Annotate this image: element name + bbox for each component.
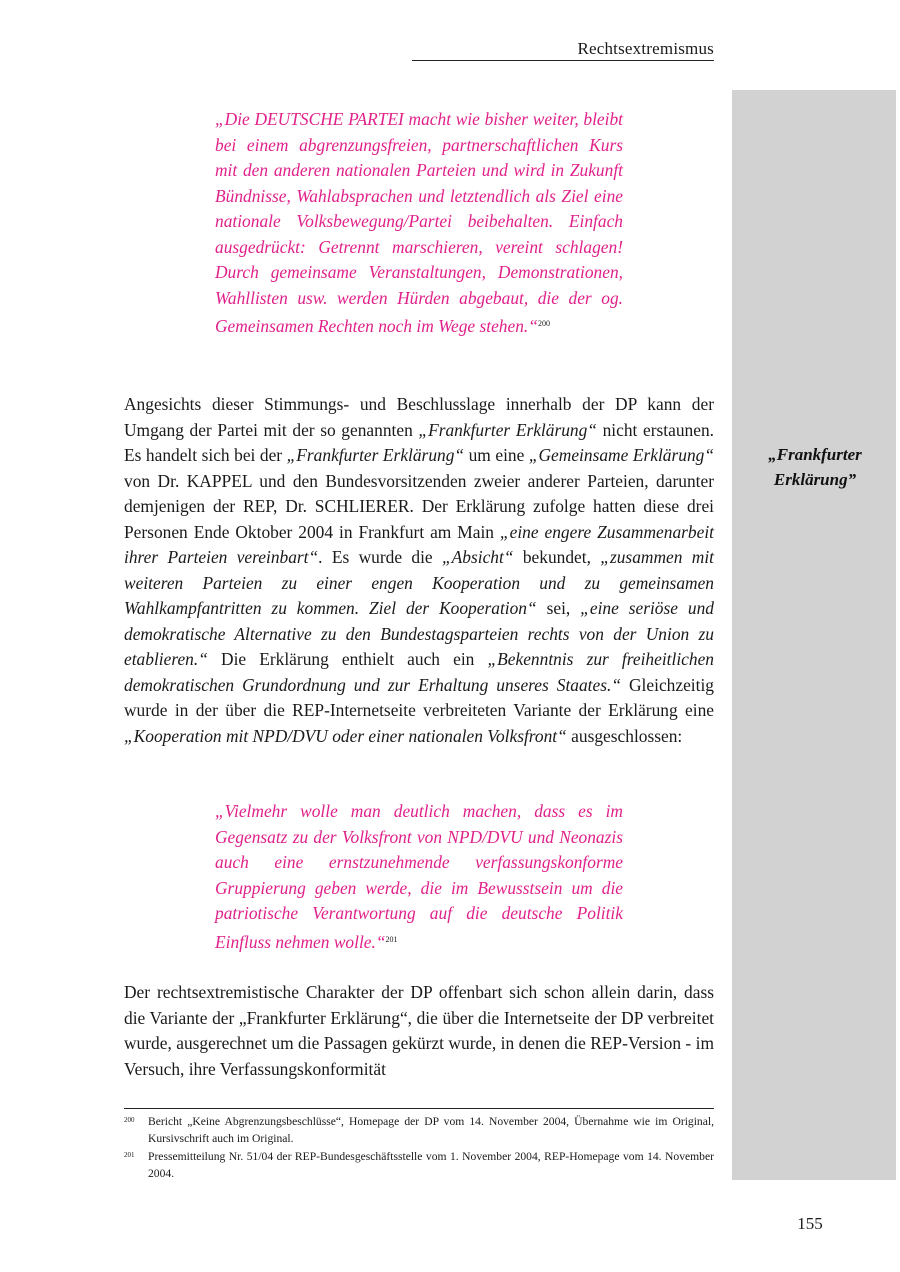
italic-run: „Gemeinsame Erklärung“ [528,445,715,465]
footnote-ref-201[interactable]: 201 [385,934,398,944]
paragraph-2 [124,980,714,1082]
page-number: 155 [797,1214,823,1233]
paragraph-1 [124,392,714,749]
text-run: sei, [536,598,581,618]
italic-run: „Frankfurter Erklärung“ [286,445,465,465]
text-run: ausgeschlossen: [566,725,683,746]
footnote-number: 201 [124,1151,135,1159]
footnote-number: 200 [124,1116,135,1124]
italic-run: „Kooperation mit NPD/DVU oder einer nationalen Volksfront“ [124,725,567,746]
text-run: nicht erstaunen. Es handelt sich bei der [124,419,714,465]
quote-block-1 [215,107,623,340]
text-run: bekundet, [513,547,601,567]
italic-run: „Frankfurter Erklärung“ [418,419,597,440]
italic-run: „eine seriöse und demokratische Alternative zu den Bundestagsparteien rechts von der Union zu etablieren.“ [124,598,714,669]
running-title: Rechtsextremismus [412,38,714,61]
italic-run: „eine engere Zusammenarbeit ihrer Parteien vereinbart“ [124,521,715,567]
footnote-201 [124,1149,714,1182]
footnote-ref-200[interactable]: 200 [537,319,550,328]
footnotes [124,1114,714,1184]
margin-bar [732,90,896,1180]
footnote-divider [124,1108,714,1109]
text-run: . Es wurde die [318,547,442,567]
text-run: Die Erklärung enthielt auch ein [207,649,488,669]
text-run: Angesichts dieser Stimmungs- und Beschlusslage innerhalb der DP kann der Umgang der Partei mit der so genannten [124,394,714,440]
footnote-text: Bericht „Keine Abgrenzungsbeschlüsse“, Homepage der DP vom 14. November 2004, Übernahme wie im Original, Kursivschrift auch im Original. [148,1115,714,1145]
quote-2-text: „Vielmehr wolle man deutlich machen, dass es im Gegensatz zu der Volksfront von NPD/DVU und Neonazis auch eine ernstzunehmende verfassungskonforme Gruppierung geben werde, die im Bewusstsein um die patriotische Verantwortung auf die deutsche Politik Einfluss nehmen wolle.“ [215,801,623,952]
margin-note: „Frankfurter Erklärung” [768,445,862,489]
text-run: um eine [464,445,529,465]
text-run: Gleichzeitig wurde in der über die REP-Internetseite verbreiteten Variante der Erklärung eine [124,674,714,720]
italic-run: „Absicht“ [442,547,514,567]
italic-run: „Bekenntnis zur freiheitlichen demokratischen Grundordnung und zur Erhaltung unseres Staates.“ [124,649,714,695]
quote-block-2 [215,799,623,955]
footnote-text: Pressemitteilung Nr. 51/04 der REP-Bundesgeschäftsstelle vom 1. November 2004, REP-Homepage vom 14. November 2004. [148,1150,714,1180]
footnote-200 [124,1114,714,1147]
text-run: von Dr. KAPPEL und den Bundesvorsitzenden zweier anderer Parteien, darunter demjenigen der REP, Dr. SCHLIERER. Der Erklärung zufolge hatten diese drei Personen Ende Oktober 2004 in Frankfurt am Main [124,470,714,542]
paragraph-2-text: Der rechtsextremistische Charakter der DP offenbart sich schon allein darin, dass die Variante der „Frankfurter Erklärung“, die über die Internetseite der DP verbreitet wurde, ausgerechnet um die Passagen gekürzt wurde, in denen die REP-Version - im Versuch, ihre Verfassungskonformität [124,982,714,1079]
italic-run: „zusammen mit weiteren Parteien zu einer engen Kooperation und zu gemeinsamen Wahlkampfantritten zu kommen. Ziel der Kooperation“ [124,547,714,618]
quote-1-text: „Die DEUTSCHE PARTEI macht wie bisher weiter, bleibt bei einem abgrenzungsfreien, partnerschaftlichen Kurs mit den anderen nationalen Parteien und wird in Zukunft Bündnisse, Wahlabsprachen und letztendlich als Ziel eine nationale Volksbewegung/Partei beibehalten. Einfach ausgedrückt: Getrennt marschieren, vereint schlagen! Durch gemeinsame Veranstaltungen, Demonstrationen, Wahllisten usw. werden Hürden abgebaut, die der og. Gemeinsamen Rechten noch im Wege stehen.“ [215,109,623,336]
